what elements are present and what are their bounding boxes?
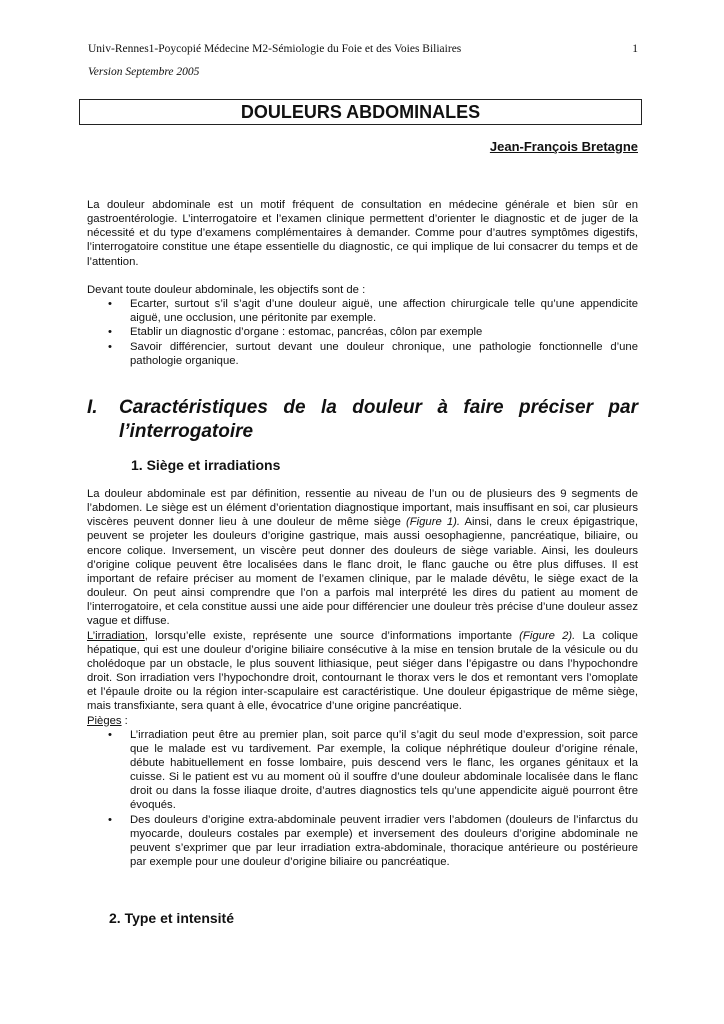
list-item: • Savoir différencier, surtout devant une douleur chronique, une pathologie fonctionnelle d’une pathologie organique.	[108, 340, 638, 367]
pieges-heading: Pièges :	[87, 714, 128, 727]
bullet-icon: •	[108, 728, 112, 741]
bullet-icon: •	[108, 298, 112, 311]
list-item: • Ecarter, surtout s’il s’agit d’une douleur aiguë, une affection chirurgicale telle qu’une appendicite aiguë, une occlusion, une péritonite par exemple.	[108, 298, 638, 325]
running-title: Univ-Rennes1-Poycopié Médecine M2-Sémiologie du Foie et des Voies Biliaires	[88, 43, 462, 55]
objectives-list	[87, 297, 638, 368]
intro-text: La douleur abdominale est un motif fréquent de consultation en médecine générale et bien sûr en gastroentérologie. L’interrogatoire et l’examen clinique permettent d’orienter le diagnostic et de juger de la nécessité et du type d’examens complémentaires à demander. Comme pour d’autres symptômes digestifs, l’interrogatoire constitue une étape essentielle du diagnostic, ce qui implique de lui consacrer du temps et de l’attention.	[87, 199, 638, 268]
irradiation-term: L’irradiation	[87, 629, 145, 642]
bullet-icon: •	[108, 813, 112, 826]
figure-1-reference: (Figure 1).	[405, 516, 460, 529]
intro-paragraph	[87, 198, 638, 269]
objectives-intro: Devant toute douleur abdominale, les objectifs sont de :	[87, 284, 366, 296]
figure-2-reference: (Figure 2).	[519, 629, 576, 642]
siege-paragraph: La douleur abdominale est par définition, ressentie au niveau de l’un ou de plusieurs des 9 segments de l’abdomen. Le siège est un élément d’orientation diagnostique important, mais insuffisant en soi, car plusieurs viscères peuvent donner lieu à une douleur de même siège (Figure 1). Ainsi, dans le creux épigastrique, peuvent se projeter les douleurs d’origine gastrique, mais aussi oesophagienne, pancréatique, biliaire, ou encore colique. Inversement, un viscère peut donner des douleurs de siège variable. Ainsi, les douleurs d’origine colique peuvent être localisées dans le flanc droit, le flanc gauche ou être plus diffuses. Il est important de refaire préciser au moment de l’examen clinique, par le malade dévêtu, le siège exact de la douleur. On peut ainsi comprendre que l’on a parfois mal interprété les dires du patient au moment de l’interrogatoire, et cela constitue aussi une aide pour différencier une douleur très précise d’une douleur assez vague et diffuse.	[87, 488, 638, 628]
author-name: Jean-François Bretagne	[489, 139, 638, 154]
running-header	[88, 43, 638, 55]
siege-block	[87, 487, 638, 869]
version-note: Version Septembre 2005	[88, 66, 200, 78]
section-heading	[87, 396, 638, 444]
bullet-icon: •	[108, 340, 112, 353]
objectives-block	[87, 283, 638, 368]
subsection-heading-1: 1. Siège et irradiations	[131, 457, 281, 473]
list-item: • Etablir un diagnostic d’organe : estomac, pancréas, côlon par exemple	[108, 326, 483, 339]
pieges-label: Pièges	[87, 714, 122, 727]
list-item: • L’irradiation peut être au premier plan, soit parce qu’il s’agit du seul mode d’expression, soit parce que le malade est vu tardivement. Par exemple, la colique néphrétique douleur d’origine rénale, débute habituellement en fosse lombaire, puis descend vers le flanc, les organes génitaux et la cuisse. Si le patient est vu au moment où il souffre d’une douleur abdominale localisée dans le flanc droit ou dans la fosse iliaque droite, d’autres diagnostics tels qu’une appendicite aiguë pourront être évoqués.	[108, 728, 638, 812]
section-numeral: I.	[87, 397, 98, 418]
bullet-icon: •	[108, 326, 112, 339]
page-number: 1	[632, 43, 638, 55]
list-item: • Des douleurs d’origine extra-abdominale peuvent irradier vers l’abdomen (douleurs de l’infarctus du myocarde, douleurs costales par exemple) et inversement des douleurs d’origine abdominale ne peuvent s’exprimer que par leur irradiation extra-abdominale, thoracique antérieure ou postérieure par exemple pour une douleur d’origine biliaire ou pancréatique.	[108, 813, 638, 869]
irradiation-paragraph: L’irradiation, lorsqu’elle existe, représente une source d’informations importante (Figure 2). La colique hépatique, qui est une douleur d’origine biliaire consécutive à la mise en tension brutale de la vésicule ou du cholédoque par un obstacle, le plus souvent lithiasique, peut siéger dans l’épigastre ou dans l’hypochondre droit. Son irradiation vers l’hypochondre droit, contournant le thorax vers le dos et remontant vers l’omoplate et l’épaule droite ou la région inter-scapulaire est caractéristique. Une douleur épigastrique de même siège, mais transfixiante, sera quant à elle, évocatrice d’une origine pancréatique.	[87, 629, 638, 713]
section-title: Caractéristiques de la douleur à faire préciser par l’interrogatoire	[119, 397, 638, 442]
subsection-heading-2: 2. Type et intensité	[109, 910, 234, 926]
pieges-list	[87, 728, 638, 870]
document-title: DOULEURS ABDOMINALES	[79, 99, 642, 125]
